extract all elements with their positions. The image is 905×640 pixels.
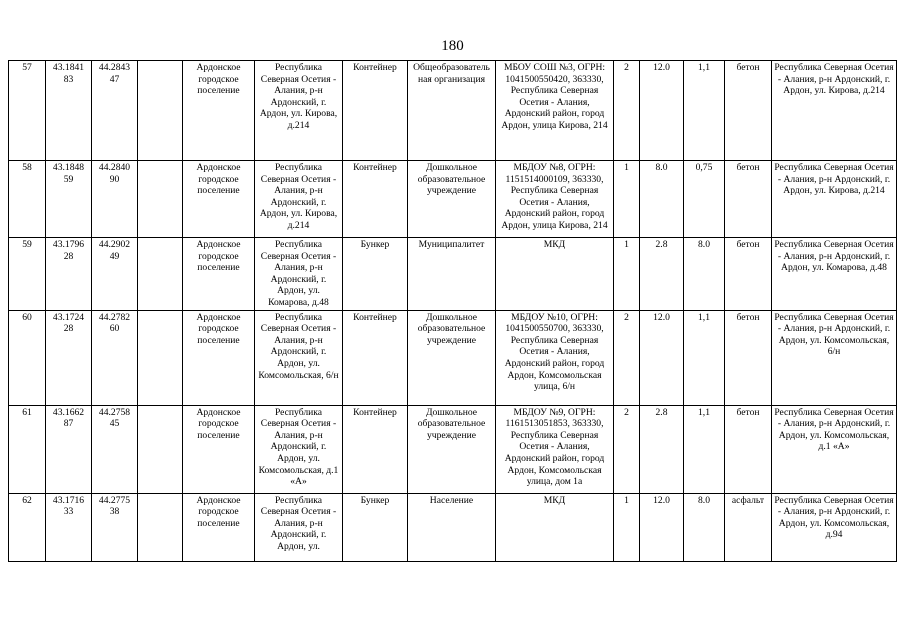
- row-number-cell: 60: [9, 310, 46, 405]
- container-type-cell: Контейнер: [343, 310, 408, 405]
- container-count-cell: 2: [614, 405, 640, 493]
- area-cell: 2.8: [640, 405, 684, 493]
- longitude-cell: 44.2840 90: [92, 161, 138, 238]
- surface-cell: асфальт: [725, 493, 772, 561]
- area-cell: 2.8: [640, 238, 684, 311]
- volume-cell: 8.0: [684, 238, 725, 311]
- row-number-cell: 57: [9, 61, 46, 161]
- empty-cell: [138, 405, 183, 493]
- address-cell: Республика Северная Осетия - Алания, р-н Ардонский, г. Ардон, ул.: [255, 493, 343, 561]
- address-cell: Республика Северная Осетия - Алания, р-н Ардонский, г. Ардон, ул. Кирова, д.214: [255, 161, 343, 238]
- table-row: [9, 161, 897, 238]
- location-cell: Республика Северная Осетия - Алания, р-н Ардонский, г. Ардон, ул. Комсомольская, 6/н: [772, 310, 897, 405]
- longitude-cell: 44.2843 47: [92, 61, 138, 161]
- address-cell: Республика Северная Осетия - Алания, р-н Ардонский, г. Ардон, ул. Комсомольская, 6/н: [255, 310, 343, 405]
- longitude-cell: 44.2782 60: [92, 310, 138, 405]
- container-count-cell: 1: [614, 161, 640, 238]
- owner-cell: МКД: [496, 493, 614, 561]
- area-cell: 12.0: [640, 493, 684, 561]
- container-type-cell: Контейнер: [343, 161, 408, 238]
- location-cell: Республика Северная Осетия - Алания, р-н Ардонский, г. Ардон, ул. Кирова, д.214: [772, 161, 897, 238]
- surface-cell: бетон: [725, 161, 772, 238]
- waste-source-cell: Население: [408, 493, 496, 561]
- row-number-cell: 58: [9, 161, 46, 238]
- surface-cell: бетон: [725, 61, 772, 161]
- settlement-cell: Ардонское городское поселение: [183, 238, 255, 311]
- settlement-cell: Ардонское городское поселение: [183, 493, 255, 561]
- container-count-cell: 2: [614, 61, 640, 161]
- row-number-cell: 61: [9, 405, 46, 493]
- location-cell: Республика Северная Осетия - Алания, р-н Ардонский, г. Ардон, ул. Кирова, д.214: [772, 61, 897, 161]
- address-cell: Республика Северная Осетия - Алания, р-н Ардонский, г. Ардон, ул. Комарова, д.48: [255, 238, 343, 311]
- longitude-cell: 44.2758 45: [92, 405, 138, 493]
- container-type-cell: Контейнер: [343, 61, 408, 161]
- latitude-cell: 43.1662 87: [46, 405, 92, 493]
- container-count-cell: 1: [614, 238, 640, 311]
- owner-cell: МБДОУ №10, ОГРН: 1041500550700, 363330, Республика Северная Осетия - Алания, Ардонский район, город Ардон, Комсомольская улица, 6/н: [496, 310, 614, 405]
- longitude-cell: 44.2775 38: [92, 493, 138, 561]
- location-cell: Республика Северная Осетия - Алания, р-н Ардонский, г. Ардон, ул. Комсомольская, д.1 «А»: [772, 405, 897, 493]
- area-cell: 12.0: [640, 310, 684, 405]
- latitude-cell: 43.1724 28: [46, 310, 92, 405]
- page-number: 180: [441, 38, 464, 54]
- surface-cell: бетон: [725, 405, 772, 493]
- empty-cell: [138, 161, 183, 238]
- location-cell: Республика Северная Осетия - Алания, р-н Ардонский, г. Ардон, ул. Комсомольская, д.94: [772, 493, 897, 561]
- address-cell: Республика Северная Осетия - Алания, р-н Ардонский, г. Ардон, ул. Комсомольская, д.1 «А»: [255, 405, 343, 493]
- empty-cell: [138, 238, 183, 311]
- table-row: [9, 310, 897, 405]
- container-type-cell: Бункер: [343, 238, 408, 311]
- waste-sites-table: [8, 60, 897, 562]
- settlement-cell: Ардонское городское поселение: [183, 310, 255, 405]
- surface-cell: бетон: [725, 238, 772, 311]
- empty-cell: [138, 310, 183, 405]
- table-row: [9, 238, 897, 311]
- waste-source-cell: Муниципалитет: [408, 238, 496, 311]
- volume-cell: 0,75: [684, 161, 725, 238]
- waste-source-cell: Дошкольное образовательное учреждение: [408, 161, 496, 238]
- owner-cell: МКД: [496, 238, 614, 311]
- row-number-cell: 62: [9, 493, 46, 561]
- area-cell: 12.0: [640, 61, 684, 161]
- table-row: [9, 405, 897, 493]
- container-type-cell: Контейнер: [343, 405, 408, 493]
- empty-cell: [138, 493, 183, 561]
- empty-cell: [138, 61, 183, 161]
- container-type-cell: Бункер: [343, 493, 408, 561]
- row-number-cell: 59: [9, 238, 46, 311]
- latitude-cell: 43.1841 83: [46, 61, 92, 161]
- waste-source-cell: Общеобразователь ная организация: [408, 61, 496, 161]
- waste-source-cell: Дошкольное образовательное учреждение: [408, 310, 496, 405]
- owner-cell: МБДОУ №9, ОГРН: 1161513051853, 363330, Республика Северная Осетия - Алания, Ардонский район, город Ардон, Комсомольская улица, дом 1а: [496, 405, 614, 493]
- surface-cell: бетон: [725, 310, 772, 405]
- settlement-cell: Ардонское городское поселение: [183, 61, 255, 161]
- container-count-cell: 1: [614, 493, 640, 561]
- latitude-cell: 43.1848 59: [46, 161, 92, 238]
- owner-cell: МБДОУ №8, ОГРН: 1151514000109, 363330, Республика Северная Осетия - Алания, Ардонский район, город Ардон, улица Кирова, 214: [496, 161, 614, 238]
- longitude-cell: 44.2902 49: [92, 238, 138, 311]
- area-cell: 8.0: [640, 161, 684, 238]
- settlement-cell: Ардонское городское поселение: [183, 161, 255, 238]
- volume-cell: 8.0: [684, 493, 725, 561]
- table-row: [9, 61, 897, 161]
- volume-cell: 1,1: [684, 310, 725, 405]
- volume-cell: 1,1: [684, 405, 725, 493]
- location-cell: Республика Северная Осетия - Алания, р-н Ардонский, г. Ардон, ул. Комарова, д.48: [772, 238, 897, 311]
- waste-source-cell: Дошкольное образовательное учреждение: [408, 405, 496, 493]
- container-count-cell: 2: [614, 310, 640, 405]
- table-row: [9, 493, 897, 561]
- owner-cell: МБОУ СОШ №3, ОГРН: 1041500550420, 363330, Республика Северная Осетия - Алания, Ардонский район, город Ардон, улица Кирова, 214: [496, 61, 614, 161]
- address-cell: Республика Северная Осетия - Алания, р-н Ардонский, г. Ардон, ул. Кирова, д.214: [255, 61, 343, 161]
- volume-cell: 1,1: [684, 61, 725, 161]
- latitude-cell: 43.1796 28: [46, 238, 92, 311]
- settlement-cell: Ардонское городское поселение: [183, 405, 255, 493]
- latitude-cell: 43.1716 33: [46, 493, 92, 561]
